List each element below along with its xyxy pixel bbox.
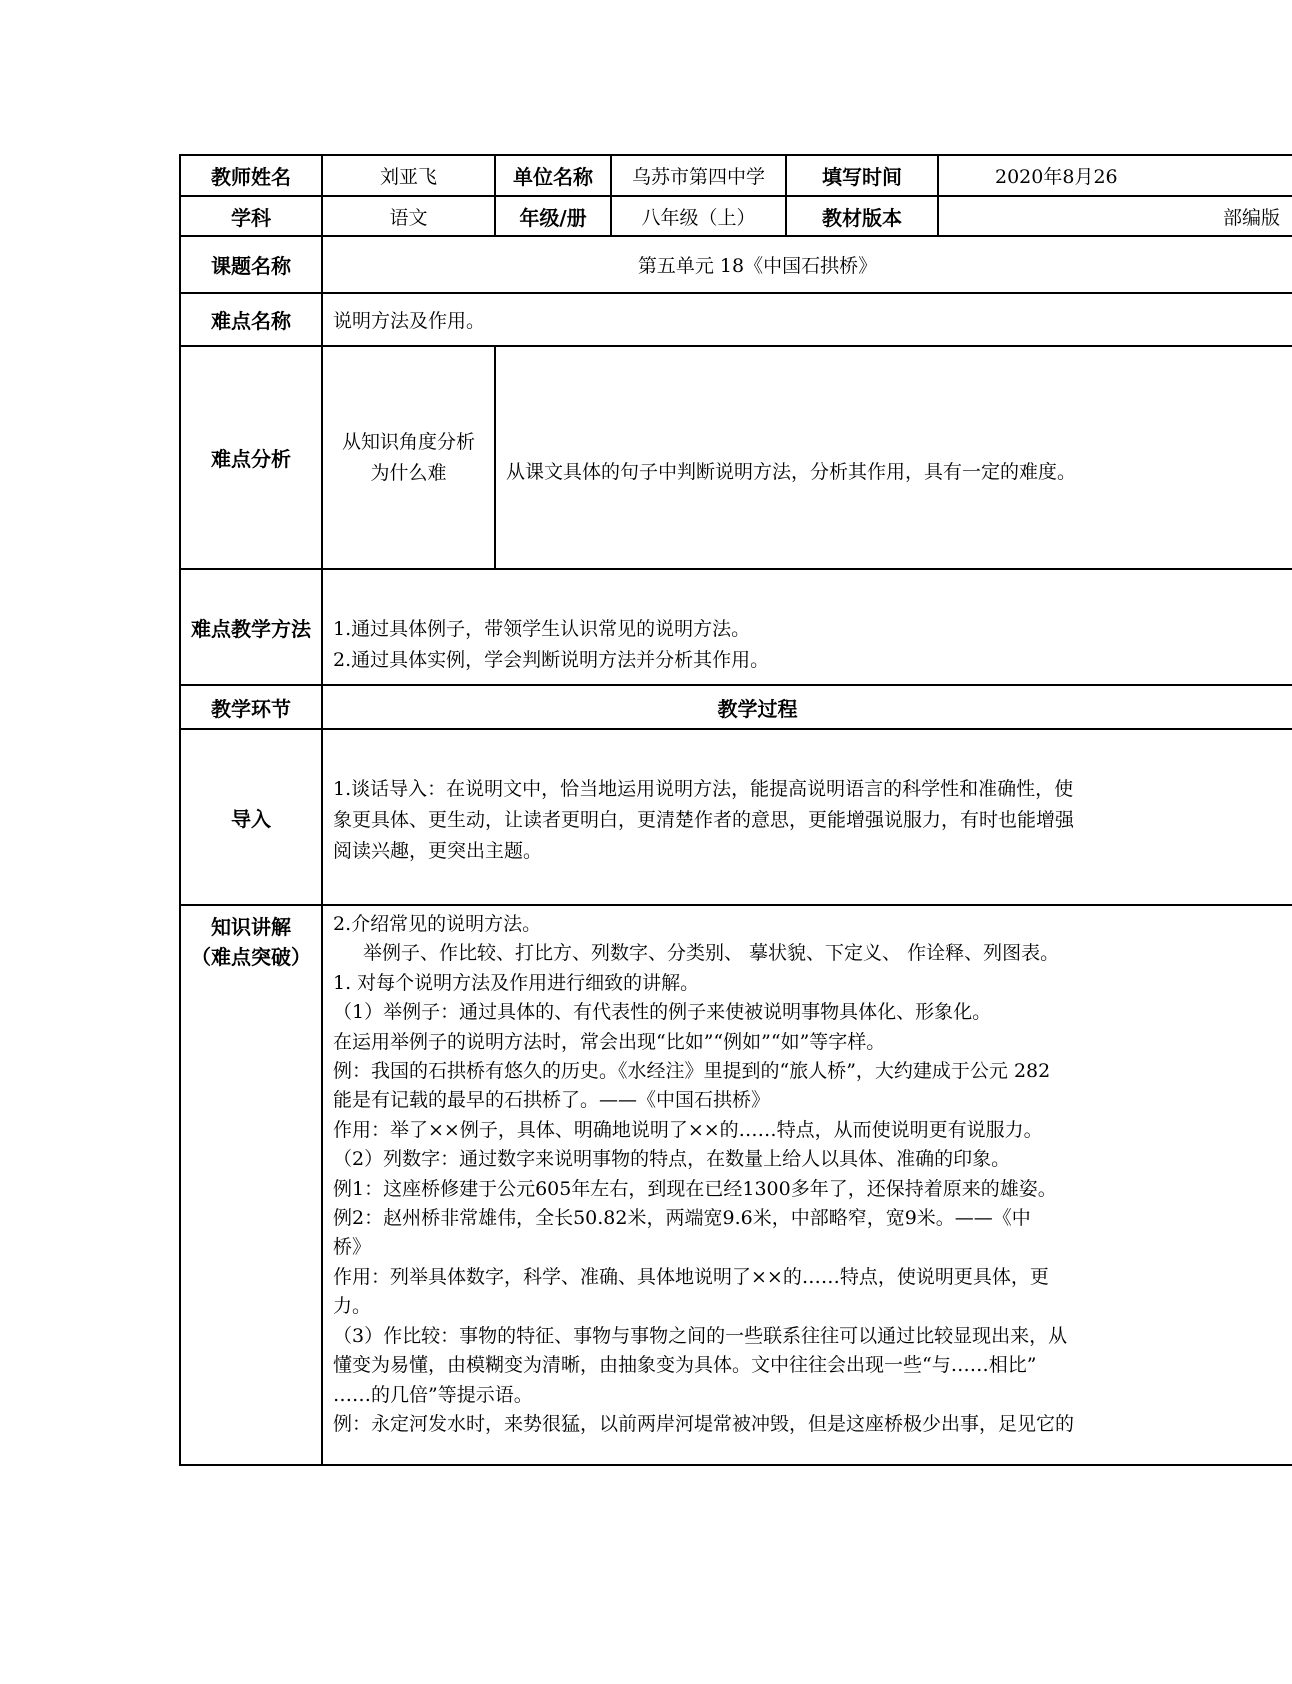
analysis-value: 从课文具体的句子中判断说明方法，分析其作用，具有一定的难度。 — [495, 346, 1292, 569]
analysis-sub-label-line2: 为什么难 — [370, 461, 447, 484]
method-line: 2.通过具体实例，学会判断说明方法并分析其作用。 — [333, 649, 770, 671]
unit-name-value: 乌苏市第四中学 — [611, 155, 786, 196]
analysis-sub-label — [322, 346, 495, 569]
method-line: 1.通过具体例子，带领学生认识常见的说明方法。 — [333, 618, 751, 640]
knowledge-line: 作用：举了××例子，具体、明确地说明了××的……特点，从而使说明更有说服力。 — [333, 1118, 1043, 1141]
knowledge-line: （1）举例子：通过具体的、有代表性的例子来使被说明事物具体化、形象化。 — [333, 1001, 992, 1024]
teacher-name-value: 刘亚飞 — [322, 155, 495, 196]
row-topic — [180, 236, 1292, 293]
row-method — [180, 569, 1292, 685]
row-process-header — [180, 685, 1292, 729]
knowledge-line: 2.介绍常见的说明方法。 — [333, 913, 542, 935]
knowledge-line: （2）列数字：通过数字来说明事物的特点，在数量上给人以具体、准确的印象。 — [333, 1148, 1011, 1171]
row-teacher-info — [180, 155, 1292, 196]
knowledge-label — [180, 905, 322, 1465]
grade-value: 八年级（上） — [611, 196, 786, 236]
edition-label: 教材版本 — [786, 196, 938, 236]
edition-value: 部编版 — [938, 196, 1292, 236]
row-subject-info — [180, 196, 1292, 236]
knowledge-line: （3）作比较：事物的特征、事物与事物之间的一些联系往往可以通过比较显现出来，从 — [333, 1324, 1068, 1347]
row-knowledge — [180, 905, 1292, 1465]
intro-label: 导入 — [180, 729, 322, 905]
knowledge-line: 在运用举例子的说明方法时，常会出现“比如”“例如”“如”等字样。 — [333, 1030, 886, 1053]
intro-value — [322, 729, 1292, 905]
knowledge-line: 作用：列举具体数字，科学、准确、具体地说明了××的……特点，使说明更具体，更 — [333, 1265, 1049, 1288]
intro-line: 象更具体、更生动，让读者更明白，更清楚作者的意思，更能增强说服力，有时也能增强 — [333, 808, 1075, 831]
difficulty-value: 说明方法及作用。 — [322, 293, 1292, 346]
knowledge-line: 1. 对每个说明方法及作用进行细致的讲解。 — [333, 971, 700, 994]
knowledge-line: 桥》 — [333, 1236, 372, 1259]
knowledge-line: ……的几倍”等提示语。 — [333, 1383, 533, 1406]
row-difficulty — [180, 293, 1292, 346]
grade-label: 年级/册 — [495, 196, 611, 236]
topic-label: 课题名称 — [180, 236, 322, 293]
topic-value: 第五单元 18《中国石拱桥》 — [322, 236, 1292, 293]
knowledge-line: 例1：这座桥修建于公元605年左右，到现在已经1300多年了，还保持着原来的雄姿。 — [333, 1177, 1057, 1200]
knowledge-line: 举例子、作比较、打比方、列数字、分类别、 摹状貌、下定义、 作诠释、列图表。 — [363, 942, 1060, 965]
row-analysis — [180, 346, 1292, 569]
process-step-label: 教学环节 — [180, 685, 322, 729]
subject-label: 学科 — [180, 196, 322, 236]
teacher-name-label: 教师姓名 — [180, 155, 322, 196]
row-intro — [180, 729, 1292, 905]
lesson-plan-table — [179, 154, 1292, 1466]
method-value — [322, 569, 1292, 685]
intro-line: 阅读兴趣，更突出主题。 — [333, 839, 543, 862]
knowledge-label-line1: 知识讲解 — [211, 915, 291, 939]
knowledge-line: 力。 — [333, 1295, 372, 1318]
fill-date-label: 填写时间 — [786, 155, 938, 196]
fill-date-value: 2020年8月26 — [938, 155, 1292, 196]
subject-value: 语文 — [322, 196, 495, 236]
knowledge-label-line2: （难点突破） — [191, 945, 311, 969]
analysis-sub-label-line1: 从知识角度分析 — [341, 430, 475, 453]
unit-name-label: 单位名称 — [495, 155, 611, 196]
knowledge-line: 能是有记载的最早的石拱桥了。——《中国石拱桥》 — [333, 1089, 771, 1112]
lesson-plan-sheet — [179, 154, 1280, 1504]
difficulty-label: 难点名称 — [180, 293, 322, 346]
intro-line: 1.谈话导入：在说明文中，恰当地运用说明方法，能提高说明语言的科学性和准确性，使 — [333, 777, 1074, 800]
knowledge-line: 例：我国的石拱桥有悠久的历史。《水经注》里提到的“旅人桥”，大约建成于公元 282 — [333, 1060, 1051, 1083]
knowledge-line: 例2：赵州桥非常雄伟，全长50.82米，两端宽9.6米，中部略窄，宽9米。——《中 — [333, 1207, 1031, 1230]
method-label: 难点教学方法 — [180, 569, 322, 685]
knowledge-content — [322, 905, 1292, 1465]
knowledge-line: 懂变为易懂，由模糊变为清晰，由抽象变为具体。文中往往会出现一些“与……相比” — [333, 1354, 1037, 1377]
knowledge-line: 例：永定河发水时，来势很猛，以前两岸河堤常被冲毁，但是这座桥极少出事，足见它的 — [333, 1412, 1075, 1435]
process-header-value: 教学过程 — [322, 685, 1292, 729]
analysis-label: 难点分析 — [180, 346, 322, 569]
